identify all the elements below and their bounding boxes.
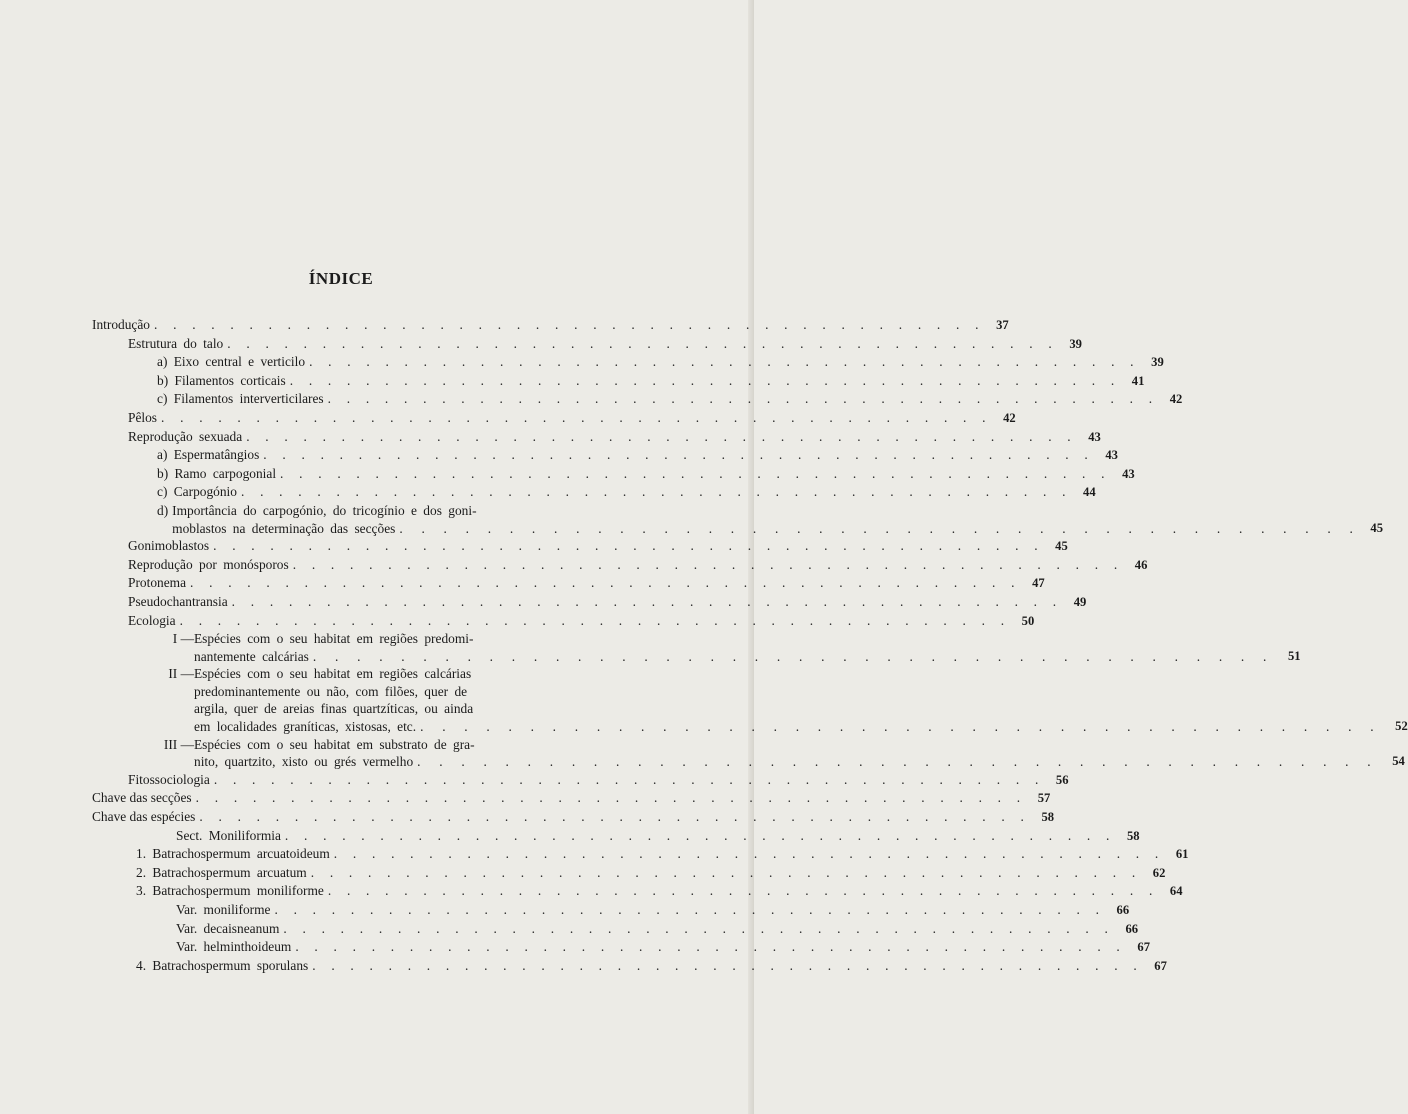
roman-numeral: III — (163, 736, 194, 752)
toc-entry-label: Fitossociologia (128, 771, 210, 787)
dot-leader: . . . . . . . . . . . . . . . . . . . . . . . . . . . . . . . . . . . . . . . . . . . . (227, 335, 1058, 351)
roman-numeral: II — (168, 666, 194, 682)
toc-entry-label: a) Espermatângios (157, 447, 260, 463)
toc-entry-page: 43 (1105, 448, 1118, 463)
toc-entry-page: 67 (1154, 958, 1167, 973)
toc-entry-page: 66 (1125, 921, 1139, 936)
dot-leader: . . . . . . . . . . . . . . . . . . . . . . . . . . . . . . . . . . . . . . . . . . . . (417, 754, 1377, 770)
dot-leader: . . . . . . . . . . . . . . . . . . . . . . . . . . . . . . . . . . . . . . . . . . . . (213, 771, 1045, 787)
toc-entry-filamentos-interverticilares (92, 390, 1183, 409)
dot-leader: . . . . . . . . . . . . . . . . . . . . . . . . . . . . . . . . . . . . . . . . . . . . (327, 391, 1159, 407)
toc-entry-label: 3. Batrachospermum moniliforme (136, 883, 324, 899)
dot-leader: . . . . . . . . . . . . . . . . . . . . . . . . . . . . . . . . . . . . . . . . . . . . (292, 556, 1124, 572)
toc-entry-estrutura (92, 335, 1082, 354)
toc-entry-label: Pseudochantransia (128, 593, 228, 609)
toc-entry-roman-2 (92, 665, 1408, 735)
toc-entry-moniliforme (92, 882, 1183, 901)
toc-entry-letter: d) (157, 502, 169, 518)
toc-entry-fitossociologia (92, 771, 1069, 790)
toc-entry-line: Espécies com o seu habitat em substrato de gra- (194, 736, 475, 752)
dot-leader: . . . . . . . . . . . . . . . . . . . . . . . . . . . . . . . . . . . . . . . . . . . . (312, 957, 1143, 973)
dot-leader: . . . . . . . . . . . . . . . . . . . . . . . . . . . . . . . . . . . . . . . . . . . . (274, 902, 1106, 917)
dot-leader: . . . . . . . . . . . . . . . . . . . . . . . . . . . . . . . . . . . . . . . . . . . . (179, 612, 1011, 628)
toc-entry-label: Chave das secções (92, 790, 192, 806)
toc-entry-label: b) Ramo carpogonial (157, 465, 277, 481)
toc-entry-line: Espécies com o seu habitat em regiões calcárias (194, 666, 472, 682)
toc-entry-var-moniliforme (92, 901, 1130, 920)
toc-entry-text (194, 630, 1277, 665)
toc-entry-var-helminthoideum (92, 938, 1150, 957)
toc-entry-label: Var. moniliforme (176, 902, 271, 917)
toc-entry-page: 43 (1088, 429, 1101, 444)
toc-entry-page: 57 (1037, 791, 1051, 806)
toc-entry-line: nantemente calcárias (194, 648, 309, 664)
dot-leader: . . . . . . . . . . . . . . . . . . . . . . . . . . . . . . . . . . . . . . . . . . . . (199, 809, 1031, 825)
toc-entry-last-line (172, 520, 1359, 538)
toc-entry-filamentos-corticais (92, 372, 1145, 391)
toc-entry-carpogonio (92, 483, 1096, 502)
toc-entry-label: Gonimoblastos (128, 538, 210, 554)
toc-entry-page: 44 (1083, 485, 1096, 500)
toc-entry-label: Estrutura do talo (128, 335, 224, 351)
roman-numeral: I — (172, 631, 194, 647)
toc-entry-text (172, 502, 1359, 537)
toc-entry-page: 45 (1370, 520, 1384, 535)
dot-leader: . . . . . . . . . . . . . . . . . . . . . . . . . . . . . . . . . . . . . . . . . . . . (154, 317, 985, 332)
toc-entry-label: Reprodução sexuada (128, 428, 243, 444)
toc-entry-last-line (194, 718, 1380, 736)
dot-leader: . . . . . . . . . . . . . . . . . . . . . . . . . . . . . . . . . . . . . . . . . . . . (190, 575, 1021, 591)
dot-leader: . . . . . . . . . . . . . . . . . . . . . . . . . . . . . . . . . . . . . . . . . . . . (231, 593, 1063, 609)
toc-entry-page: 66 (1116, 903, 1130, 917)
toc-entry-reproducao-sexuada (92, 428, 1101, 447)
toc-entry-introducao (92, 316, 1009, 335)
toc-entry-page: 43 (1122, 466, 1135, 481)
toc-entry-last-line (194, 753, 1377, 771)
toc-entry-line: Importância do carpogónio, do tricogínio e dos goni- (172, 502, 477, 518)
toc-entry-page: 50 (1021, 613, 1035, 628)
dot-leader: . . . . . . . . . . . . . . . . . . . . . . . . . . . . . . . . . . . . . . . . . . . . (284, 827, 1116, 843)
toc-entry-text (194, 736, 1381, 771)
toc-entry-monosporos (92, 556, 1148, 575)
toc-entry-page: 52 (1395, 719, 1408, 734)
table-of-contents (92, 316, 1408, 975)
toc-entry-text (194, 665, 1384, 735)
toc-entry-sporulans (92, 957, 1167, 976)
toc-entry-label: Var. helminthoideum (176, 939, 292, 955)
dot-leader: . . . . . . . . . . . . . . . . . . . . . . . . . . . . . . . . . . . . . . . . . . . . (333, 846, 1165, 862)
dot-leader: . . . . . . . . . . . . . . . . . . . . . . . . . . . . . . . . . . . . . . . . . . . . (289, 372, 1121, 388)
toc-entry-line: em localidades graníticas, xistosas, etc. (194, 719, 417, 735)
toc-entry-sect-moniliformia (92, 827, 1140, 846)
dot-leader: . . . . . . . . . . . . . . . . . . . . . . . . . . . . . . . . . . . . . . . . . . . . (327, 883, 1159, 899)
dot-leader: . . . . . . . . . . . . . . . . . . . . . . . . . . . . . . . . . . . . . . . . . . . . (280, 465, 1111, 481)
toc-entry-label: 4. Batrachospermum sporulans (136, 957, 309, 973)
dot-leader: . . . . . . . . . . . . . . . . . . . . . . . . . . . . . . . . . . . . . . . . . . . . (195, 790, 1027, 806)
toc-entry-page: 45 (1055, 539, 1068, 554)
toc-entry-chave-seccoes (92, 789, 1051, 808)
toc-entry-page: 51 (1287, 648, 1301, 663)
toc-entry-line: predominantemente ou não, com filões, quer de (194, 683, 468, 699)
toc-entry-var-decaisneanum (92, 920, 1139, 939)
toc-entry-label: Chave das espécies (92, 809, 196, 825)
toc-entry-importancia (92, 502, 1384, 537)
dot-leader: . . . . . . . . . . . . . . . . . . . . . . . . . . . . . . . . . . . . . . . . . . . . (161, 409, 992, 425)
dot-leader: . . . . . . . . . . . . . . . . . . . . . . . . . . . . . . . . . . . . . . . . . . . . (263, 447, 1094, 463)
toc-entry-label: Pêlos (128, 409, 158, 425)
toc-entry-label: Introdução (92, 317, 151, 332)
toc-entry-ramo-carpogonial (92, 465, 1135, 484)
toc-entry-line: moblastos na determinação das secções (172, 520, 396, 536)
toc-entry-page: 41 (1131, 373, 1145, 388)
toc-entry-page: 46 (1134, 557, 1148, 572)
dot-leader: . . . . . . . . . . . . . . . . . . . . . . . . . . . . . . . . . . . . . . . . . . . . (399, 520, 1360, 536)
toc-entry-label: 1. Batrachospermum arcuatoideum (136, 846, 330, 862)
toc-entry-pseudochantransia (92, 593, 1087, 612)
toc-entry-label: Var. decaisneanum (176, 920, 280, 936)
toc-entry-page: 42 (1169, 392, 1183, 407)
toc-entry-roman-3 (92, 736, 1405, 771)
toc-entry-eixo (92, 353, 1164, 372)
toc-entry-page: 56 (1055, 772, 1069, 787)
toc-entry-label: 2. Batrachospermum arcuatum (136, 864, 307, 880)
toc-entry-page: 47 (1032, 576, 1045, 591)
dot-leader: . . . . . . . . . . . . . . . . . . . . . . . . . . . . . . . . . . . . . . . . . . . . (310, 864, 1142, 880)
toc-entry-label: c) Filamentos interverticilares (157, 391, 324, 407)
toc-entry-label: a) Eixo central e verticilo (157, 354, 306, 370)
toc-entry-arcuatoideum (92, 845, 1189, 864)
toc-entry-page: 49 (1073, 594, 1087, 609)
toc-entry-page: 62 (1152, 865, 1166, 880)
toc-entry-line: Espécies com o seu habitat em regiões predomi- (194, 631, 474, 647)
toc-entry-label: Reprodução por monósporos (128, 556, 289, 572)
toc-entry-page: 58 (1041, 810, 1055, 825)
toc-entry-page: 39 (1069, 336, 1082, 351)
dot-leader: . . . . . . . . . . . . . . . . . . . . . . . . . . . . . . . . . . . . . . . . . . . . (240, 484, 1072, 500)
toc-entry-page: 64 (1169, 884, 1183, 899)
page-title: ÍNDICE (308, 269, 374, 289)
toc-entry-protonema (92, 574, 1045, 593)
dot-leader: . . . . . . . . . . . . . . . . . . . . . . . . . . . . . . . . . . . . . . . . . . . . (213, 538, 1044, 554)
dot-leader: . . . . . . . . . . . . . . . . . . . . . . . . . . . . . . . . . . . . . . . . . . . . (295, 939, 1126, 955)
toc-entry-page: 39 (1151, 355, 1164, 370)
dot-leader: . . . . . . . . . . . . . . . . . . . . . . . . . . . . . . . . . . . . . . . . . . . . (312, 648, 1273, 664)
dot-leader: . . . . . . . . . . . . . . . . . . . . . . . . . . . . . . . . . . . . . . . . . . . . (309, 354, 1140, 370)
toc-entry-line: argila, quer de areias finas quartzíticas, ou ainda (194, 701, 474, 717)
toc-entry-arcuatum (92, 864, 1166, 883)
toc-entry-last-line (194, 648, 1273, 666)
toc-entry-ecologia (92, 612, 1035, 631)
toc-entry-page: 67 (1137, 940, 1150, 955)
toc-entry-page: 58 (1126, 828, 1140, 843)
dot-leader: . . . . . . . . . . . . . . . . . . . . . . . . . . . . . . . . . . . . . . . . . . . . (420, 719, 1380, 735)
toc-entry-label: Sect. Moniliformia (176, 827, 281, 843)
toc-entry-page: 42 (1003, 410, 1016, 425)
toc-entry-chave-especies (92, 808, 1055, 827)
toc-entry-label: Protonema (128, 575, 187, 591)
toc-entry-label: Ecologia (128, 612, 176, 628)
toc-entry-gonimoblastos (92, 537, 1068, 556)
toc-entry-line: nito, quartzito, xisto ou grés vermelho (194, 754, 414, 770)
toc-entry-espermatangios (92, 446, 1118, 465)
toc-entry-page: 54 (1392, 754, 1405, 769)
toc-entry-page: 37 (996, 318, 1009, 332)
dot-leader: . . . . . . . . . . . . . . . . . . . . . . . . . . . . . . . . . . . . . . . . . . . . (246, 428, 1077, 444)
toc-entry-pelos (92, 409, 1016, 428)
dot-leader: . . . . . . . . . . . . . . . . . . . . . . . . . . . . . . . . . . . . . . . . . . . . (283, 920, 1115, 936)
toc-entry-label: c) Carpogónio (157, 484, 237, 500)
toc-entry-page: 61 (1175, 847, 1189, 862)
toc-entry-roman-1 (92, 630, 1301, 665)
toc-entry-label: b) Filamentos corticais (157, 372, 286, 388)
